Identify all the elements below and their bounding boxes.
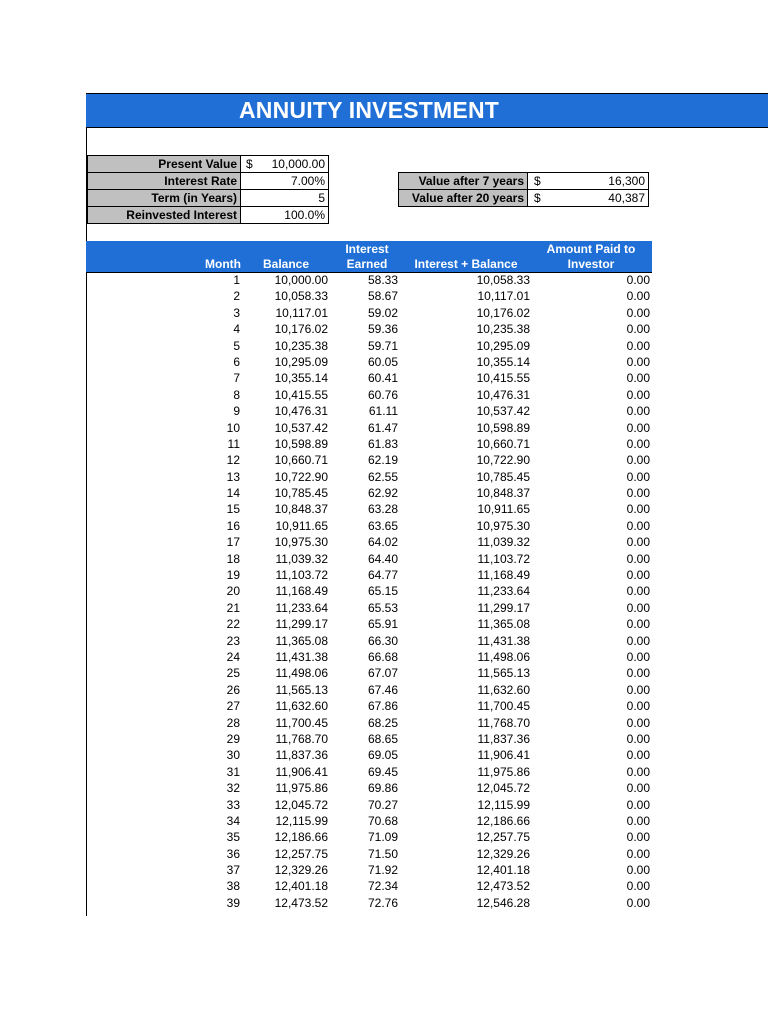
interest-earned-cell[interactable]: 61.11 xyxy=(368,404,398,419)
table-row xyxy=(0,781,768,797)
amount-paid-cell[interactable]: 0.00 xyxy=(626,731,650,746)
interest-earned-cell[interactable]: 62.55 xyxy=(367,469,398,484)
table-row xyxy=(0,355,768,371)
interest-earned-cell[interactable]: 72.34 xyxy=(367,879,398,894)
balance-cell[interactable]: 11,975.86 xyxy=(275,781,328,796)
value-after-7-years-value: 16,300 xyxy=(608,174,645,188)
amount-paid-cell[interactable]: 0.00 xyxy=(626,879,650,894)
column-header-interest-balance: Interest + Balance xyxy=(414,257,518,271)
table-row xyxy=(0,306,768,322)
interest-earned-cell[interactable]: 71.50 xyxy=(367,846,398,861)
amount-paid-cell[interactable]: 0.00 xyxy=(626,830,650,845)
month-cell[interactable]: 19 xyxy=(226,568,240,583)
present-value-value: 10,000.00 xyxy=(271,157,325,171)
interest-earned-cell[interactable]: 62.19 xyxy=(367,453,398,468)
amount-paid-cell[interactable]: 0.00 xyxy=(626,863,650,878)
balance-cell[interactable]: 10,785.45 xyxy=(274,486,328,501)
balance-cell[interactable]: 10,911.65 xyxy=(275,518,328,533)
result-row-20-years xyxy=(399,190,649,207)
month-cell[interactable]: 31 xyxy=(226,764,240,779)
amount-paid-cell[interactable]: 0.00 xyxy=(626,797,650,812)
currency-symbol: $ xyxy=(534,174,541,188)
table-row xyxy=(0,470,768,486)
balance-cell[interactable]: 11,700.45 xyxy=(275,715,328,730)
balance-cell[interactable]: 12,473.52 xyxy=(274,895,328,910)
page-title: ANNUITY INVESTMENT xyxy=(238,97,500,123)
interest-earned-cell[interactable]: 58.33 xyxy=(367,273,398,287)
amount-paid-cell[interactable]: 0.00 xyxy=(626,584,650,599)
table-row xyxy=(0,552,768,568)
table-row xyxy=(0,601,768,617)
term-field[interactable] xyxy=(241,190,329,207)
interest-plus-balance-cell[interactable]: 11,365.08 xyxy=(477,617,530,632)
month-cell[interactable]: 2 xyxy=(233,289,240,304)
interest-earned-cell[interactable]: 67.86 xyxy=(367,699,398,714)
amount-paid-cell[interactable]: 0.00 xyxy=(626,518,650,533)
balance-cell[interactable]: 10,058.33 xyxy=(274,289,328,304)
balance-cell[interactable]: 11,906.41 xyxy=(275,764,328,779)
month-cell[interactable]: 12 xyxy=(226,453,240,468)
amount-paid-cell[interactable]: 0.00 xyxy=(626,649,650,664)
amount-paid-cell[interactable]: 0.00 xyxy=(626,813,650,828)
column-header-paid-line1: Amount Paid to xyxy=(546,242,636,256)
interest-earned-cell[interactable]: 68.65 xyxy=(367,731,398,746)
interest-rate-label: Interest Rate xyxy=(88,173,241,190)
interest-plus-balance-cell[interactable]: 10,848.37 xyxy=(476,486,530,501)
interest-plus-balance-cell[interactable]: 11,906.41 xyxy=(477,748,530,763)
table-row xyxy=(0,830,768,846)
amount-paid-cell[interactable]: 0.00 xyxy=(626,486,650,501)
table-row xyxy=(0,453,768,469)
interest-plus-balance-cell[interactable]: 10,117.01 xyxy=(477,289,530,304)
present-value-label: Present Value xyxy=(88,156,241,173)
amount-paid-cell[interactable]: 0.00 xyxy=(626,436,650,451)
interest-plus-balance-cell[interactable]: 11,768.70 xyxy=(477,715,530,730)
table-row xyxy=(0,798,768,814)
interest-plus-balance-cell[interactable]: 12,045.72 xyxy=(476,781,530,796)
month-cell[interactable]: 32 xyxy=(226,781,240,796)
table-row xyxy=(0,699,768,715)
amount-paid-cell[interactable]: 0.00 xyxy=(626,600,650,615)
month-cell[interactable]: 30 xyxy=(226,748,240,763)
balance-cell[interactable]: 10,415.55 xyxy=(274,387,328,402)
table-row xyxy=(0,371,768,387)
interest-plus-balance-cell[interactable]: 10,235.38 xyxy=(476,322,530,337)
currency-symbol: $ xyxy=(246,157,253,171)
input-row-reinvested xyxy=(88,207,329,224)
balance-cell[interactable]: 10,848.37 xyxy=(274,502,328,517)
balance-cell[interactable]: 10,295.09 xyxy=(274,354,328,369)
interest-plus-balance-cell[interactable]: 11,975.86 xyxy=(477,764,530,779)
interest-earned-cell[interactable]: 61.47 xyxy=(367,420,398,435)
value-after-20-years-label: Value after 20 years xyxy=(399,190,528,207)
interest-plus-balance-cell[interactable]: 12,329.26 xyxy=(476,846,530,861)
input-row-interest-rate xyxy=(88,173,329,190)
column-header-paid-line2: Investor xyxy=(567,257,615,271)
balance-cell[interactable]: 12,115.99 xyxy=(275,813,328,828)
interest-earned-cell[interactable]: 60.76 xyxy=(367,387,398,402)
results-summary xyxy=(398,172,649,207)
interest-plus-balance-cell[interactable]: 11,837.36 xyxy=(477,731,530,746)
balance-cell[interactable]: 11,565.13 xyxy=(275,682,328,697)
currency-symbol: $ xyxy=(534,191,541,205)
month-cell[interactable]: 11 xyxy=(227,436,240,451)
schedule-header xyxy=(86,241,652,273)
month-cell[interactable]: 36 xyxy=(226,846,240,861)
interest-plus-balance-cell[interactable]: 12,401.18 xyxy=(476,863,530,878)
interest-plus-balance-cell[interactable]: 12,257.75 xyxy=(476,830,530,845)
table-row xyxy=(0,388,768,404)
table-row xyxy=(0,404,768,420)
interest-plus-balance-cell[interactable]: 10,911.65 xyxy=(477,502,530,517)
balance-cell[interactable]: 11,768.70 xyxy=(275,731,328,746)
amount-paid-cell[interactable]: 0.00 xyxy=(626,535,650,550)
table-row xyxy=(0,568,768,584)
amount-paid-cell[interactable]: 0.00 xyxy=(626,568,650,583)
value-after-20-years-cell[interactable] xyxy=(528,190,649,207)
month-cell[interactable]: 26 xyxy=(226,682,240,697)
balance-cell[interactable]: 11,039.32 xyxy=(275,551,328,566)
balance-cell[interactable]: 11,837.36 xyxy=(275,748,328,763)
interest-earned-cell[interactable]: 59.36 xyxy=(367,322,398,337)
schedule-rows xyxy=(0,273,768,912)
month-cell[interactable]: 34 xyxy=(226,813,240,828)
balance-cell[interactable]: 12,186.66 xyxy=(274,830,328,845)
table-row xyxy=(0,765,768,781)
month-cell[interactable]: 9 xyxy=(233,404,240,419)
balance-cell[interactable]: 11,103.72 xyxy=(275,568,328,583)
table-row xyxy=(0,716,768,732)
term-value: 5 xyxy=(318,191,325,205)
interest-plus-balance-cell[interactable]: 12,115.99 xyxy=(477,797,530,812)
interest-earned-cell[interactable]: 72.76 xyxy=(367,895,398,910)
table-row xyxy=(0,486,768,502)
month-cell[interactable]: 24 xyxy=(226,649,240,664)
amount-paid-cell[interactable]: 0.00 xyxy=(626,469,650,484)
interest-plus-balance-cell[interactable]: 11,299.17 xyxy=(477,600,530,615)
interest-plus-balance-cell[interactable]: 10,660.71 xyxy=(476,436,530,451)
amount-paid-cell[interactable]: 0.00 xyxy=(626,895,650,910)
interest-plus-balance-cell[interactable]: 12,186.66 xyxy=(476,813,530,828)
interest-earned-cell[interactable]: 60.41 xyxy=(367,371,398,386)
interest-earned-cell[interactable]: 63.28 xyxy=(367,502,398,517)
balance-cell[interactable]: 10,476.31 xyxy=(274,404,328,419)
table-row xyxy=(0,634,768,650)
amount-paid-cell[interactable]: 0.00 xyxy=(626,715,650,730)
interest-earned-cell[interactable]: 60.05 xyxy=(367,354,398,369)
amount-paid-cell[interactable]: 0.00 xyxy=(626,371,650,386)
table-row xyxy=(0,322,768,338)
interest-earned-cell[interactable]: 65.91 xyxy=(367,617,398,632)
month-cell[interactable]: 17 xyxy=(226,535,240,550)
interest-earned-cell[interactable]: 71.09 xyxy=(367,830,398,845)
interest-earned-cell[interactable]: 58.67 xyxy=(367,289,398,304)
month-cell[interactable]: 23 xyxy=(226,633,240,648)
table-row xyxy=(0,437,768,453)
column-header-balance: Balance xyxy=(262,257,310,271)
interest-plus-balance-cell[interactable]: 11,632.60 xyxy=(477,682,530,697)
month-cell[interactable]: 8 xyxy=(233,387,240,402)
table-row xyxy=(0,502,768,518)
interest-plus-balance-cell[interactable]: 11,565.13 xyxy=(477,666,530,681)
amount-paid-cell[interactable]: 0.00 xyxy=(626,453,650,468)
month-cell[interactable]: 6 xyxy=(233,354,240,369)
balance-cell[interactable]: 10,975.30 xyxy=(274,535,328,550)
interest-plus-balance-cell[interactable]: 11,233.64 xyxy=(477,584,530,599)
amount-paid-cell[interactable]: 0.00 xyxy=(626,551,650,566)
balance-cell[interactable]: 12,329.26 xyxy=(274,863,328,878)
amount-paid-cell[interactable]: 0.00 xyxy=(626,305,650,320)
table-row xyxy=(0,748,768,764)
amount-paid-cell[interactable]: 0.00 xyxy=(626,781,650,796)
balance-cell[interactable]: 10,660.71 xyxy=(274,453,328,468)
balance-cell[interactable]: 10,722.90 xyxy=(274,469,328,484)
result-row-7-years xyxy=(399,173,649,190)
balance-cell[interactable]: 12,401.18 xyxy=(274,879,328,894)
interest-plus-balance-cell[interactable]: 11,700.45 xyxy=(477,699,530,714)
column-header-month: Month xyxy=(205,257,241,271)
interest-plus-balance-cell[interactable]: 10,598.89 xyxy=(476,420,530,435)
table-row xyxy=(0,814,768,830)
reinvested-interest-field[interactable] xyxy=(241,207,329,224)
input-row-present-value xyxy=(88,156,329,173)
interest-earned-cell[interactable]: 66.68 xyxy=(367,649,398,664)
interest-earned-cell[interactable]: 61.83 xyxy=(367,436,398,451)
input-row-term xyxy=(88,190,329,207)
interest-plus-balance-cell[interactable]: 10,722.90 xyxy=(476,453,530,468)
amount-paid-cell[interactable]: 0.00 xyxy=(626,404,650,419)
interest-plus-balance-cell[interactable]: 12,546.28 xyxy=(476,895,530,910)
table-row xyxy=(0,683,768,699)
balance-cell[interactable]: 10,598.89 xyxy=(274,436,328,451)
table-row xyxy=(0,847,768,863)
interest-earned-cell[interactable]: 65.15 xyxy=(367,584,398,599)
interest-plus-balance-cell[interactable]: 10,176.02 xyxy=(476,305,530,320)
month-cell[interactable]: 4 xyxy=(233,322,240,337)
table-row xyxy=(0,273,768,289)
present-value-field[interactable] xyxy=(241,156,329,173)
month-cell[interactable]: 13 xyxy=(226,469,240,484)
term-label: Term (in Years) xyxy=(88,190,241,207)
amount-paid-cell[interactable]: 0.00 xyxy=(626,273,650,287)
interest-plus-balance-cell[interactable]: 10,537.42 xyxy=(476,404,530,419)
month-cell[interactable]: 16 xyxy=(226,518,240,533)
balance-cell[interactable]: 11,498.06 xyxy=(275,666,328,681)
month-cell[interactable]: 10 xyxy=(226,420,240,435)
interest-plus-balance-cell[interactable]: 11,039.32 xyxy=(477,535,530,550)
month-cell[interactable]: 14 xyxy=(226,486,240,501)
balance-cell[interactable]: 11,168.49 xyxy=(275,584,328,599)
balance-cell[interactable]: 11,365.08 xyxy=(275,633,328,648)
amount-paid-cell[interactable]: 0.00 xyxy=(626,699,650,714)
balance-cell[interactable]: 10,537.42 xyxy=(274,420,328,435)
interest-earned-cell[interactable]: 66.30 xyxy=(367,633,398,648)
balance-cell[interactable]: 10,235.38 xyxy=(274,338,328,353)
interest-earned-cell[interactable]: 64.77 xyxy=(367,568,398,583)
amount-paid-cell[interactable]: 0.00 xyxy=(626,748,650,763)
balance-cell[interactable]: 10,176.02 xyxy=(274,322,328,337)
balance-cell[interactable]: 11,299.17 xyxy=(275,617,328,632)
month-cell[interactable]: 37 xyxy=(226,863,240,878)
interest-earned-cell[interactable]: 70.68 xyxy=(367,813,398,828)
balance-cell[interactable]: 10,117.01 xyxy=(275,305,328,320)
month-cell[interactable]: 29 xyxy=(226,731,240,746)
table-row xyxy=(0,617,768,633)
value-after-7-years-label: Value after 7 years xyxy=(399,173,528,190)
month-cell[interactable]: 21 xyxy=(226,600,240,615)
table-row xyxy=(0,879,768,895)
interest-earned-cell[interactable]: 69.45 xyxy=(367,764,398,779)
interest-earned-cell[interactable]: 59.71 xyxy=(367,338,398,353)
amount-paid-cell[interactable]: 0.00 xyxy=(626,387,650,402)
interest-earned-cell[interactable]: 69.86 xyxy=(367,781,398,796)
interest-earned-cell[interactable]: 67.46 xyxy=(367,682,398,697)
balance-cell[interactable]: 11,233.64 xyxy=(275,600,328,615)
interest-earned-cell[interactable]: 64.02 xyxy=(367,535,398,550)
interest-plus-balance-cell[interactable]: 10,476.31 xyxy=(476,387,530,402)
interest-plus-balance-cell[interactable]: 10,355.14 xyxy=(476,354,530,369)
table-row xyxy=(0,289,768,305)
interest-earned-cell[interactable]: 59.02 xyxy=(367,305,398,320)
table-row xyxy=(0,421,768,437)
interest-plus-balance-cell[interactable]: 10,415.55 xyxy=(476,371,530,386)
interest-earned-cell[interactable]: 70.27 xyxy=(367,797,398,812)
interest-plus-balance-cell[interactable]: 10,975.30 xyxy=(476,518,530,533)
amount-paid-cell[interactable]: 0.00 xyxy=(626,338,650,353)
interest-plus-balance-cell[interactable]: 10,295.09 xyxy=(476,338,530,353)
interest-earned-cell[interactable]: 67.07 xyxy=(367,666,398,681)
month-cell[interactable]: 27 xyxy=(226,699,240,714)
interest-plus-balance-cell[interactable]: 11,168.49 xyxy=(477,568,530,583)
amount-paid-cell[interactable]: 0.00 xyxy=(626,666,650,681)
interest-plus-balance-cell[interactable]: 10,785.45 xyxy=(476,469,530,484)
interest-earned-cell[interactable]: 63.65 xyxy=(367,518,398,533)
table-row xyxy=(0,339,768,355)
amount-paid-cell[interactable]: 0.00 xyxy=(626,617,650,632)
reinvested-interest-label: Reinvested Interest xyxy=(88,207,241,224)
table-row xyxy=(0,863,768,879)
month-cell[interactable]: 18 xyxy=(226,551,240,566)
month-cell[interactable]: 39 xyxy=(226,895,240,910)
amount-paid-cell[interactable]: 0.00 xyxy=(626,764,650,779)
value-after-7-years-cell[interactable] xyxy=(528,173,649,190)
interest-plus-balance-cell[interactable]: 10,058.33 xyxy=(476,273,530,287)
month-cell[interactable]: 38 xyxy=(226,879,240,894)
interest-plus-balance-cell[interactable]: 11,498.06 xyxy=(477,649,530,664)
amount-paid-cell[interactable]: 0.00 xyxy=(626,354,650,369)
interest-plus-balance-cell[interactable]: 11,431.38 xyxy=(477,633,530,648)
month-cell[interactable]: 28 xyxy=(226,715,240,730)
amount-paid-cell[interactable]: 0.00 xyxy=(626,682,650,697)
amount-paid-cell[interactable]: 0.00 xyxy=(626,289,650,304)
amount-paid-cell[interactable]: 0.00 xyxy=(626,846,650,861)
interest-earned-cell[interactable]: 62.92 xyxy=(367,486,398,501)
month-cell[interactable]: 35 xyxy=(226,830,240,845)
input-parameters xyxy=(87,155,329,224)
month-cell[interactable]: 33 xyxy=(226,797,240,812)
amount-paid-cell[interactable]: 0.00 xyxy=(626,502,650,517)
interest-plus-balance-cell[interactable]: 12,473.52 xyxy=(476,879,530,894)
month-cell[interactable]: 22 xyxy=(226,617,240,632)
amount-paid-cell[interactable]: 0.00 xyxy=(626,322,650,337)
interest-earned-cell[interactable]: 65.53 xyxy=(367,600,398,615)
month-cell[interactable]: 5 xyxy=(233,338,240,353)
balance-cell[interactable]: 12,257.75 xyxy=(274,846,328,861)
interest-rate-value: 7.00% xyxy=(290,174,325,188)
table-row xyxy=(0,896,768,912)
month-cell[interactable]: 20 xyxy=(226,584,240,599)
column-header-interest-line1: Interest xyxy=(345,242,389,256)
amount-paid-cell[interactable]: 0.00 xyxy=(626,420,650,435)
table-row xyxy=(0,519,768,535)
balance-cell[interactable]: 12,045.72 xyxy=(274,797,328,812)
month-cell[interactable]: 15 xyxy=(226,502,240,517)
table-row xyxy=(0,650,768,666)
month-cell[interactable]: 1 xyxy=(233,273,240,287)
balance-cell[interactable]: 11,632.60 xyxy=(275,699,328,714)
column-header-interest-line2: Earned xyxy=(346,257,388,271)
month-cell[interactable]: 7 xyxy=(233,371,240,386)
balance-cell[interactable]: 11,431.38 xyxy=(275,649,328,664)
value-after-20-years-value: 40,387 xyxy=(608,191,645,205)
month-cell[interactable]: 25 xyxy=(226,666,240,681)
month-cell[interactable]: 3 xyxy=(233,305,240,320)
table-row xyxy=(0,666,768,682)
table-row xyxy=(0,535,768,551)
interest-rate-field[interactable] xyxy=(241,173,329,190)
balance-cell[interactable]: 10,000.00 xyxy=(274,273,328,287)
interest-earned-cell[interactable]: 64.40 xyxy=(367,551,398,566)
interest-plus-balance-cell[interactable]: 11,103.72 xyxy=(477,551,530,566)
interest-earned-cell[interactable]: 71.92 xyxy=(367,863,398,878)
table-row xyxy=(0,584,768,600)
interest-earned-cell[interactable]: 69.05 xyxy=(367,748,398,763)
balance-cell[interactable]: 10,355.14 xyxy=(274,371,328,386)
interest-earned-cell[interactable]: 68.25 xyxy=(367,715,398,730)
table-row xyxy=(0,732,768,748)
reinvested-interest-value: 100.0% xyxy=(284,208,325,222)
amount-paid-cell[interactable]: 0.00 xyxy=(626,633,650,648)
